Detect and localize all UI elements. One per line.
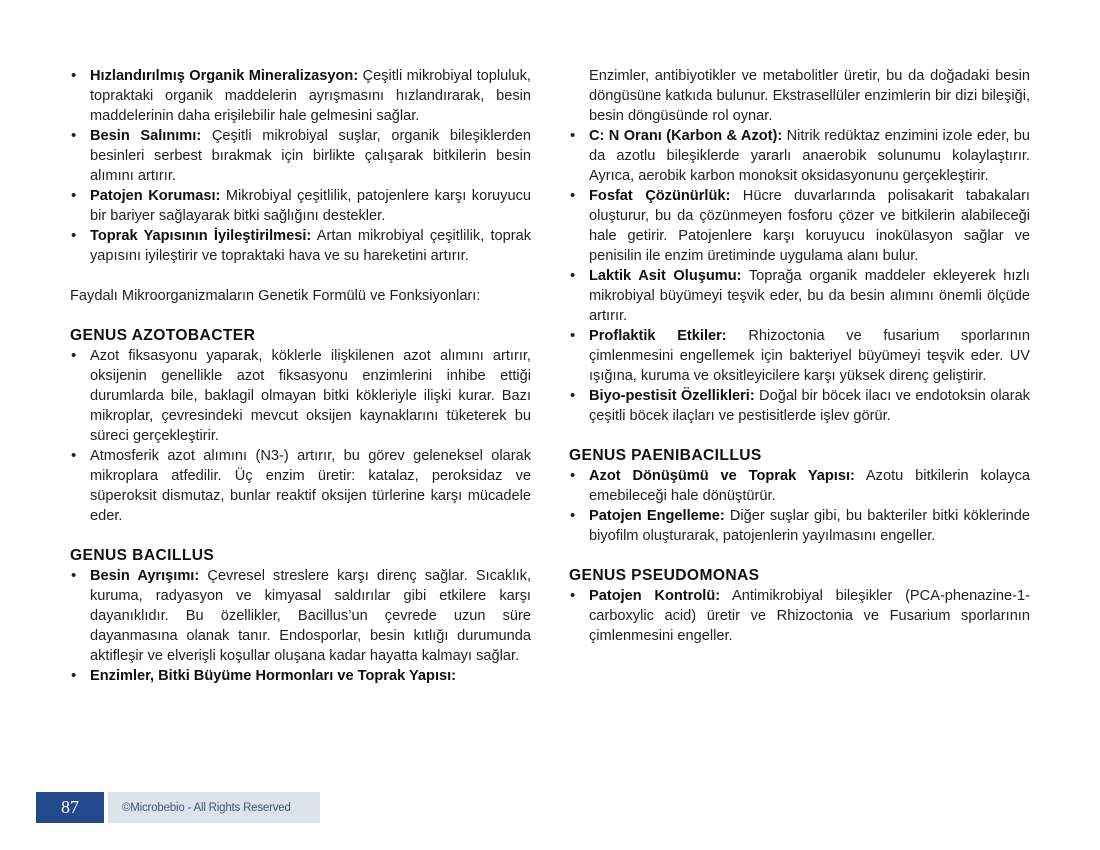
list-item	[70, 666, 531, 686]
genus-pseudomonas-heading: GENUS PSEUDOMONAS	[569, 567, 760, 584]
item-text: Çeşitli mikrobiyal suşlar, organik bileşiklerden besinleri serbest bırakmak için birlikte çalışarak bitkilerin besin alımını artırır.	[90, 128, 531, 184]
list-item	[70, 346, 531, 446]
pseudomonas-list	[569, 586, 1030, 646]
item-text: Doğal bir böcek ilacı ve endotoksin olarak çeşitli böcek ilaçları ve pestisitlerde işlev görür.	[589, 388, 1030, 424]
bullet: •	[71, 227, 77, 244]
bullet: •	[71, 447, 77, 464]
list-item	[569, 506, 1030, 546]
bullet: •	[570, 187, 576, 204]
list-item	[569, 466, 1030, 506]
bullet: •	[570, 587, 576, 604]
list-item	[569, 326, 1030, 386]
paenibacillus-list	[569, 466, 1030, 546]
bullet: •	[570, 507, 576, 524]
item-term: Besin Ayrışımı:	[90, 568, 200, 584]
item-term: Toprak Yapısının İyileştirilmesi:	[90, 228, 312, 244]
item-term: Patojen Engelleme:	[589, 508, 725, 524]
item-term: Laktik Asit Oluşumu:	[589, 268, 742, 284]
left-column	[70, 66, 531, 686]
bullet: •	[570, 267, 576, 284]
bullet: •	[71, 567, 77, 584]
item-text: Azotu bitkilerin kolayca emebileceği hale dönüştürür.	[589, 468, 1030, 504]
item-term: Patojen Koruması:	[90, 188, 221, 204]
list-item	[70, 66, 531, 126]
bullet: •	[570, 387, 576, 404]
list-item	[569, 266, 1030, 326]
item-text: Azot fiksasyonu yaparak, köklerle ilişkilenen azot alımını artırır, oksijenin genellikle azot fiksasyonu enzimlerini inhibe ettiği durumlarda bile, baklagil olmayan bitki kökleriyle ilişki kurar. Bazı mikroplar, çevresindeki mevcut oksijen kaynaklarını tüketerek bu süreci gerçekleştirir.	[90, 348, 531, 444]
list-item	[569, 126, 1030, 186]
genus-azotobacter-heading: GENUS AZOTOBACTER	[70, 327, 256, 344]
list-item	[70, 446, 531, 526]
continued-text: Enzimler, antibiyotikler ve metabolitler üretir, bu da doğadaki besin döngüsüne katkıda bulunur. Ekstrasellüler enzimlerin bir dizi bileşiği, besin döngüsünde rol oynar.	[589, 68, 1030, 124]
genus-paenibacillus-heading: GENUS PAENIBACILLUS	[569, 447, 762, 464]
item-term: Enzimler, Bitki Büyüme Hormonları ve Toprak Yapısı:	[90, 668, 457, 684]
list-item	[70, 186, 531, 226]
item-term: Besin Salınımı:	[90, 128, 202, 144]
item-text: Artan mikrobiyal çeşitlilik, toprak yapısını iyileştirir ve topraktaki hava ve su hareketini artırır.	[90, 228, 531, 264]
bullet: •	[71, 347, 77, 364]
list-item	[569, 186, 1030, 266]
item-term: Patojen Kontrolü:	[589, 588, 721, 604]
section-intro: Faydalı Mikroorganizmaların Genetik Formülü ve Fonksiyonları:	[70, 288, 481, 304]
item-term: Proflaktik Etkiler:	[589, 328, 727, 344]
list-item	[569, 586, 1030, 646]
item-text: Nitrik redüktaz enzimini izole eder, bu da azotlu bileşiklerde yararlı anaerobik solunumu kolaylaştırır. Ayrıca, aerobik karbon monoksit oksidasyonunu gerçekleştirir.	[589, 128, 1030, 184]
bullet: •	[71, 187, 77, 204]
bacillus-list-continued	[569, 126, 1030, 426]
item-text: Antimikrobiyal bileşikler (PCA-phenazine-1-carboxylic acid) üretir ve Rhizoctonia ve Fusarium sporlarının çimlenmesini engeller.	[589, 588, 1030, 644]
bullet: •	[71, 67, 77, 84]
item-text: Hücre duvarlarında polisakarit tabakaları oluşturur, bu da çözünmeyen fosforu çözer ve bitkilerin alabileceği hale getirir. Patojenlere karşı koruyucu inokülasyon sağlar ve penisilin ile enzim üretiminde uygulama alanı bulur.	[589, 188, 1030, 264]
item-term: Hızlandırılmış Organik Mineralizasyon:	[90, 68, 359, 84]
bullet: •	[570, 127, 576, 144]
item-text: Mikrobiyal çeşitlilik, patojenlere karşı koruyucu bir bariyer sağlayarak bitki sağlığını destekler.	[90, 188, 531, 224]
item-text: Çeşitli mikrobiyal topluluk, topraktaki organik maddelerin ayrışmasını hızlandırarak, besin maddelerinin daha erişilebilir hale gelmesini sağlar.	[90, 68, 531, 124]
bullet: •	[71, 127, 77, 144]
list-item	[70, 566, 531, 666]
item-term: Fosfat Çözünürlük:	[589, 188, 731, 204]
benefits-list	[70, 66, 531, 266]
list-item	[70, 226, 531, 266]
item-term: C: N Oranı (Karbon & Azot):	[589, 128, 783, 144]
item-term: Azot Dönüşümü ve Toprak Yapısı:	[589, 468, 855, 484]
bacillus-list	[70, 566, 531, 686]
azotobacter-list	[70, 346, 531, 526]
page-number: 87	[36, 792, 104, 823]
item-text: Atmosferik azot alımını (N3-) artırır, bu görev geleneksel olarak mikroplara atfedilir. Üç enzim üretir: katalaz, peroksidaz ve süperoksit dismutaz, bunlar reaktif oksijen türlerine karşı mücadele eder.	[90, 448, 531, 524]
list-item	[70, 126, 531, 186]
genus-bacillus-heading: GENUS BACILLUS	[70, 547, 215, 564]
item-term: Biyo-pestisit Özellikleri:	[589, 388, 755, 404]
list-item	[569, 386, 1030, 426]
bullet: •	[71, 667, 77, 684]
right-column	[569, 66, 1030, 646]
item-text: Toprağa organik maddeler ekleyerek hızlı mikrobiyal büyümeyi teşvik eder, bu da besin alımını önemli ölçüde artırır.	[589, 268, 1030, 324]
item-text: Diğer suşlar gibi, bu bakteriler bitki köklerinde biyofilm oluşturarak, patojenlerin yayılmasını engeller.	[589, 508, 1031, 544]
copyright-notice: ©Microbebio - All Rights Reserved	[108, 792, 320, 823]
item-text: Rhizoctonia ve fusarium sporlarının çimlenmesini engellemek için bakteriyel büyümeyi teşvik eder. UV ışığına, kuruma ve oksitleyicilere karşı yüksek direnç geliştirir.	[589, 328, 1030, 384]
bullet: •	[570, 467, 576, 484]
item-text: Çevresel streslere karşı direnç sağlar. Sıcaklık, kuruma, radyasyon ve kimyasal saldırılar gibi etkilere karşı dayanıklıdır. Bu özellikler, Bacillus’un çevrede uzun süre dayanmasına olanak tanır. Endosporlar, besin kıtlığı durumunda aktifleşir ve elverişli koşullar oluşana kadar hayatta kalmayı sağlar.	[90, 568, 531, 664]
bullet: •	[570, 327, 576, 344]
